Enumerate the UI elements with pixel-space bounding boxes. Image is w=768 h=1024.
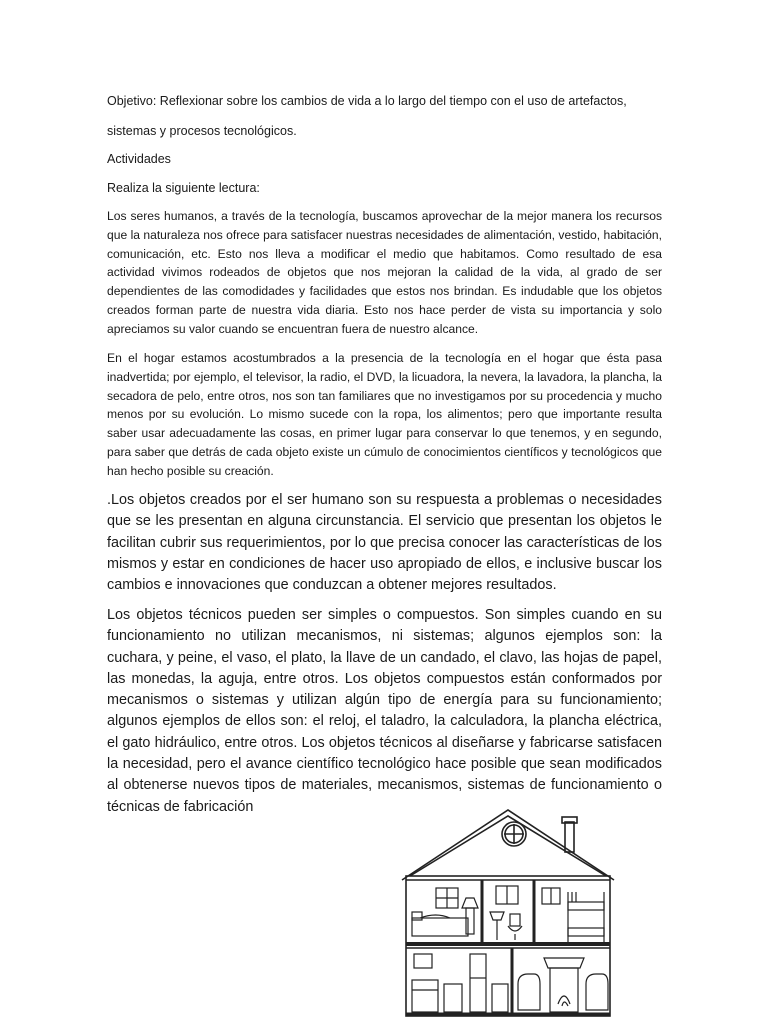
- bunk-bed-room: [542, 888, 604, 942]
- living-room-furniture: [518, 958, 608, 1012]
- reading-instruction: Realiza la siguiente lectura:: [107, 181, 260, 195]
- paragraph-3: .Los objetos creados por el ser humano son su respuesta a problemas o necesidades que se les presentan en alguna circunstancia. El servicio que presentan los objetos le facilitan cubrir sus requerimientos, por lo que precisa conocer las características de los mismos y estar en condiciones de hacer uso apropiado de ellos, e inclusive buscar los cambios e innovaciones que conduzcan a obtener mejores resultados.: [107, 492, 662, 594]
- paragraph-2: En el hogar estamos acostumbrados a la presencia de la tecnología en el hogar que ésta pasa inadvertida; por ejemplo, el televisor, la radio, el DVD, la licuadora, la nevera, la lavadora, la plancha, la secadora de pelo, entre otros, nos son tan familiares que no investigamos por su procedencia y mucho menos por su evolución. Lo mismo sucede con la ropa, los alimentos; pero que importante resulta saber usar adecuadamente las cosas, en primer lugar para conservar lo que tenemos, y en segundo, para saber que detrás de cada objeto existe un cúmulo de conocimientos científicos y tecnológicos que han hecho posible su creación.: [107, 351, 662, 478]
- paragraph-4: Los objetos técnicos pueden ser simples o compuestos. Son simples cuando en su funcionamiento no utilizan mecanismos, ni sistemas; algunos ejemplos son: la cuchara, y peine, el vaso, el plato, la llave de un candado, el clavo, las hojas de papel, las monedas, la aguja, entre otros. Los objetos compuestos están conformados por mecanismos o sistemas y utilizan algún tipo de energía para su funcionamiento; algunos ejemplos de ellos son: el reloj, el taladro, la calculadora, la plancha eléctrica, el gato hidráulico, entre otros. Los objetos técnicos al diseñarse y fabricarse satisfacen la necesidad, pero el avance científico tecnológico hace posible que sean modificados al obtenerse nuevos tipos de materiales, mecanismos, sistemas de funcionamiento o técnicas de fabricación: [107, 607, 662, 815]
- bedroom-furniture: [412, 888, 478, 936]
- bathroom-fixtures: [490, 886, 522, 940]
- objective-line-1: Objetivo: Reflexionar sobre los cambios de vida a lo largo del tiempo con el uso de artefactos,: [107, 94, 627, 108]
- paragraph-1: Los seres humanos, a través de la tecnología, buscamos aprovechar de la mejor manera los recursos que la naturaleza nos ofrece para satisfacer nuestras necesidades de alimentación, vestido, habitación, comunicación, etc. Esto nos lleva a modificar el medio que habitamos. Como resultado de esa actividad vivimos rodeados de objetos que nos mejoran la calidad de la vida, al grado de ser dependientes de las comodidades y facilidades que estos nos brindan. Es indudable que los objetos creados forman parte de nuestra vida diaria. Esto nos hace perder de vista su importancia y solo apreciamos su valor cuando se encuentran fuera de nuestro alcance.: [107, 209, 662, 336]
- attic-window: [502, 822, 526, 846]
- kitchen-furniture: [412, 954, 508, 1012]
- house-illustration: [400, 808, 616, 1018]
- activities-heading: Actividades: [107, 152, 171, 166]
- objective-line-2: sistemas y procesos tecnológicos.: [107, 124, 297, 138]
- chimney: [562, 817, 577, 852]
